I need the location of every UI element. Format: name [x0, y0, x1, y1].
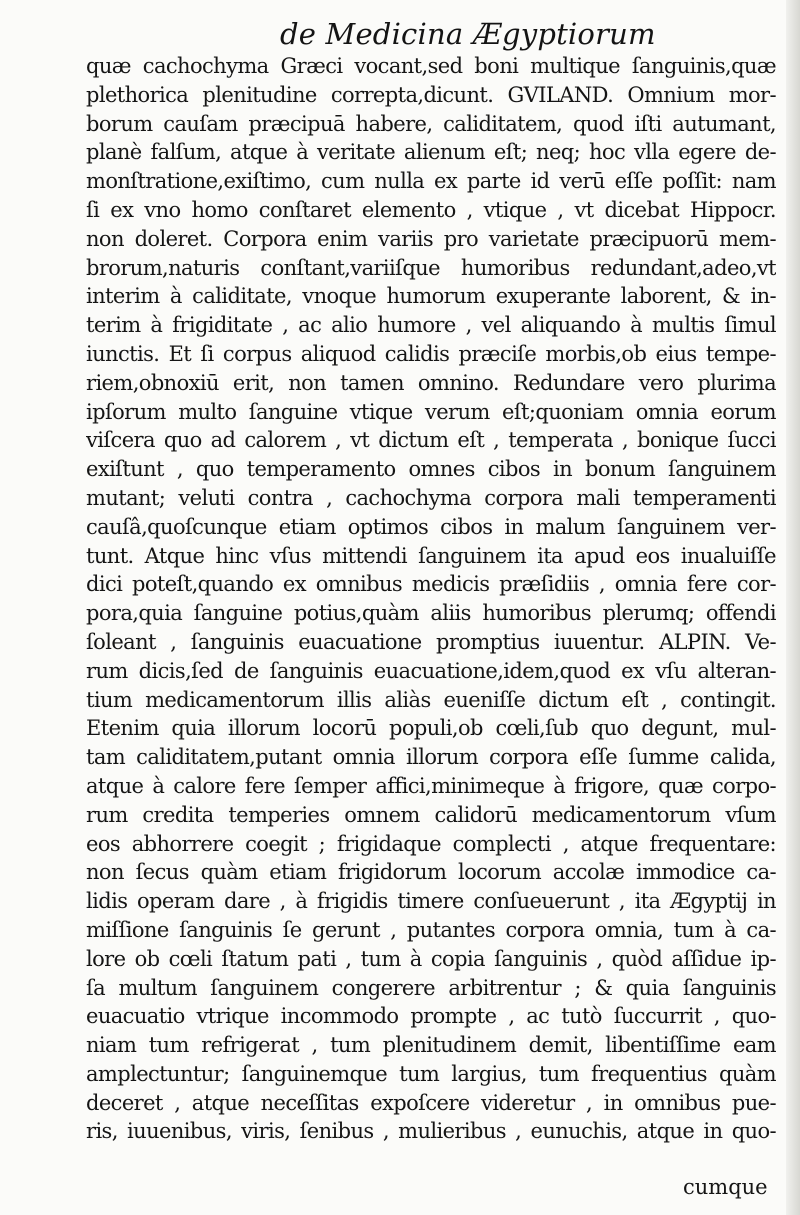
text-line: borum cauſam præcipuā habere, caliditatem, quod iſti autumant,: [86, 111, 776, 136]
text-line: ipſorum multo ſanguine vtique verum eſt;quoniam omnia eorum: [86, 399, 776, 424]
text-line: atque à calore fere ſemper affici,minimeque à frigore, quæ corpo-: [86, 773, 776, 798]
text-line: niam tum refrigerat , tum plenitudinem demit, libentiſſime eam: [86, 1033, 776, 1058]
text-line: tunt. Atque hinc vſus mittendi ſanguinem ita apud eos inualuiſſe: [86, 543, 776, 568]
text-line: non doleret. Corpora enim variis pro varietate præcipuorū mem-: [86, 226, 776, 251]
text-line: interim à caliditate, vnoque humorum exuperante laborent, & in-: [86, 284, 776, 309]
text-line: Etenim quia illorum locorū populi,ob cœli,ſub quo degunt, mul-: [86, 716, 776, 741]
text-line: tam caliditatem,putant omnia illorum corpora eſſe ſumme calida,: [86, 745, 776, 770]
text-line: miſſione ſanguinis ſe gerunt , putantes corpora omnia, tum à ca-: [86, 917, 776, 942]
text-line: cauſâ,quoſcunque etiam optimos cibos in malum ſanguinem ver-: [86, 514, 776, 539]
text-line: terim à frigiditate , ac alio humore , vel aliquando à multis ſimul: [86, 313, 776, 338]
text-line: pora,quia ſanguine potius,quàm aliis humoribus plerumq; offendi: [86, 601, 776, 626]
text-line: iunctis. Et ſi corpus aliquod calidis præciſe morbis,ob eius tempe-: [86, 341, 776, 366]
text-line: euacuatio vtrique incommodo prompte , ac tutò ſuccurrit , quo-: [86, 1004, 776, 1029]
text-line: ſoleant , ſanguinis euacuatione promptius iuuentur. ALPIN. Ve-: [86, 629, 776, 654]
text-line: mutant; veluti contra , cachochyma corpora mali temperamenti: [86, 485, 776, 510]
catchword: cumque: [683, 1175, 768, 1199]
text-line: exiſtunt , quo temperamento omnes cibos in bonum ſanguinem: [86, 457, 776, 482]
text-line: brorum,naturis conſtant,variiſque humoribus redundant,adeo,vt: [86, 255, 776, 280]
text-line: ſi ex vno homo conſtaret elemento , vtique , vt dicebat Hippocr.: [86, 197, 776, 222]
running-head: de Medicina Ægyptiorum: [280, 17, 656, 51]
text-line: dici poteſt,quando ex omnibus medicis præſidiis , omnia fere cor-: [86, 572, 776, 597]
text-line: eos abhorrere coegit ; frigidaque complecti , atque frequentare:: [86, 831, 776, 856]
text-line: amplectuntur; ſanguinemque tum largius, tum frequentius quàm: [86, 1061, 776, 1086]
text-line: monſtratione,exiſtimo, cum nulla ex parte id verū eſſe poſſit: nam: [86, 169, 776, 194]
text-line: quæ cachochyma Græci vocant,sed boni multique ſanguinis,quæ: [86, 54, 776, 78]
text-line: deceret , atque neceſſitas expoſcere videretur , in omnibus pue-: [86, 1090, 776, 1115]
text-line: lore ob cœli ſtatum pati , tum à copia ſanguinis , quòd aſſidue ip-: [86, 946, 776, 971]
text-line: non ſecus quàm etiam frigidorum locorum accolæ immodice ca-: [86, 860, 776, 885]
text-line: tium medicamentorum illis aliàs eueniſſe dictum eſt , contingit.: [86, 687, 776, 712]
text-line: rum credita temperies omnem calidorū medicamentorum vſum: [86, 802, 776, 827]
text-line: ſa multum ſanguinem congerere arbitrentur ; & quia ſanguinis: [86, 975, 776, 1000]
text-line: ris, iuuenibus, viris, ſenibus , mulieribus , eunuchis, atque in quo-: [86, 1119, 776, 1144]
text-line: riem,obnoxiū erit, non tamen omnino. Redundare vero plurima: [86, 370, 776, 395]
body-text: [86, 52, 776, 1146]
text-line: plethorica plenitudine correpta,dicunt. GVILAND. Omnium mor-: [86, 82, 776, 107]
text-line: planè falſum, atque à veritate alienum eſt; neq; hoc vlla egere de-: [86, 140, 776, 165]
text-line: lidis operam dare , à frigidis timere conſueuerunt , ita Ægyptij in: [86, 889, 776, 914]
text-line: rum dicis,ſed de ſanguinis euacuatione,idem,quod ex vſu alteran-: [86, 658, 776, 683]
text-line: viſcera quo ad calorem , vt dictum eſt , temperata , bonique ſucci: [86, 428, 776, 453]
page-gutter-shadow: [786, 0, 800, 1215]
